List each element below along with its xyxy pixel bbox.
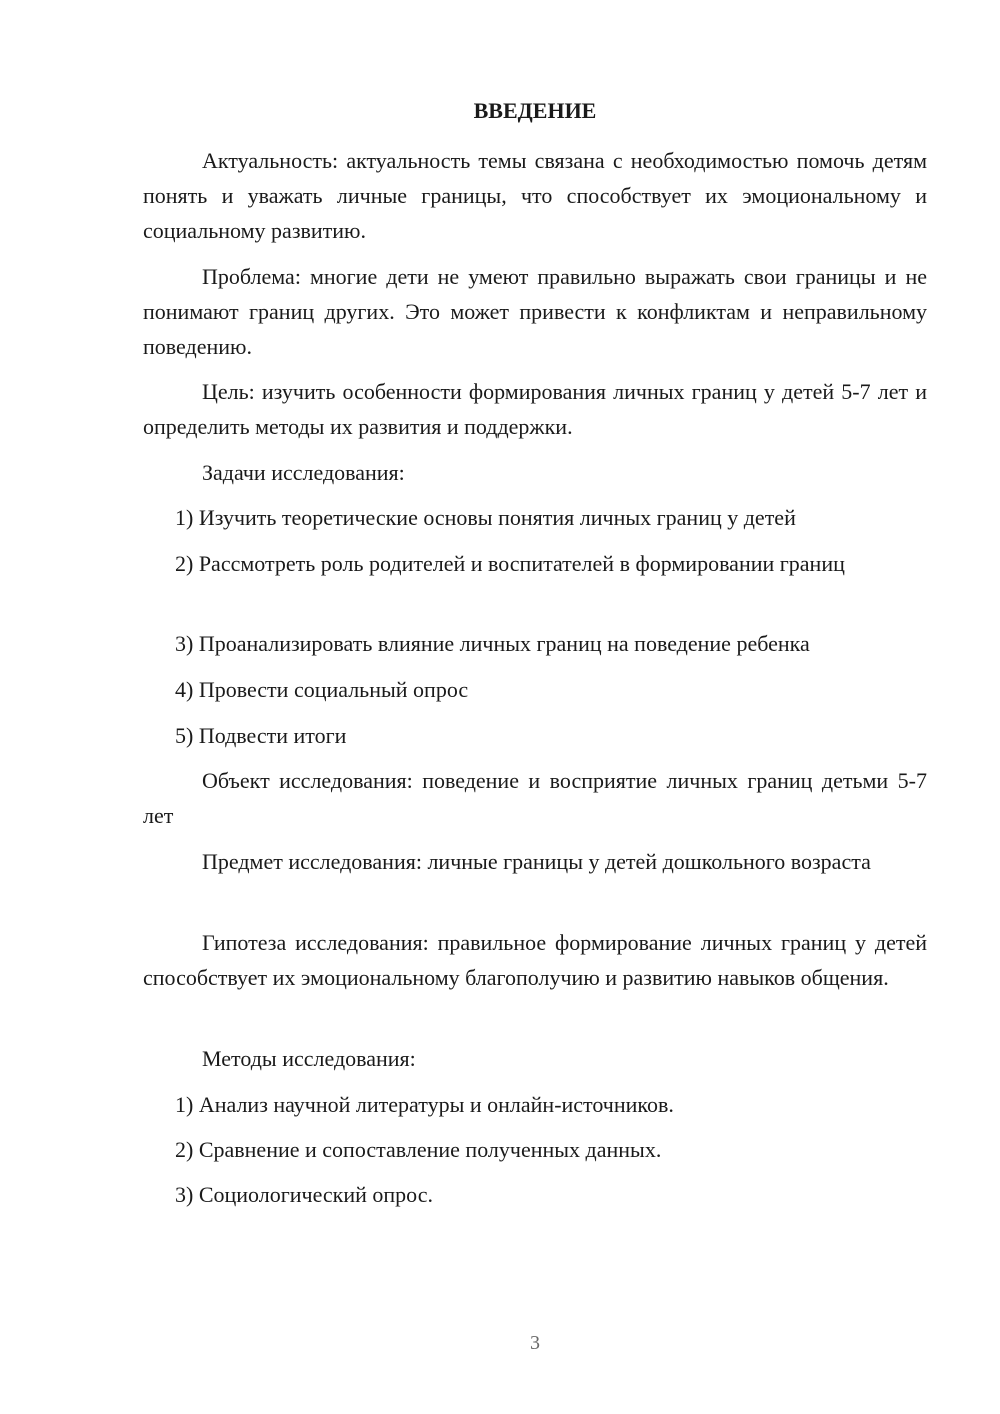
relevance-paragraph: Актуальность: актуальность темы связана с необходимостью помочь детям понять и уважать личные границы, что способствует их эмоциональному и социальному развитию. [143,148,927,243]
page-title: ВВЕДЕНИЕ [473,98,597,123]
method-item-3: 3) Социологический опрос. [175,1182,433,1207]
task-item-4: 4) Провести социальный опрос [175,677,469,702]
problem-paragraph: Проблема: многие дети не умеют правильно выражать свои границы и не понимают границ других. Это может привести к конфликтам и неправильному поведению. [143,264,927,359]
task-item-3: 3) Проанализировать влияние личных границ на поведение ребенка [175,631,810,656]
task-item-5: 5) Подвести итоги [175,723,347,748]
method-item-1: 1) Анализ научной литературы и онлайн-источников. [175,1092,674,1117]
goal-paragraph: Цель: изучить особенности формирования личных границ у детей 5-7 лет и определить методы их развития и поддержки. [143,379,927,439]
hypothesis-paragraph: Гипотеза исследования: правильное формирование личных границ у детей способствует их эмоциональному благополучию и развитию навыков общения. [143,930,927,990]
method-item-2: 2) Сравнение и сопоставление полученных данных. [175,1137,662,1162]
subject-paragraph: Предмет исследования: личные границы у детей дошкольного возраста [202,849,871,874]
task-item-2: 2) Рассмотреть роль родителей и воспитателей в формировании границ [175,551,845,576]
object-paragraph: Объект исследования: поведение и восприятие личных границ детьми 5-7 лет [143,768,927,828]
page-number: 3 [530,1332,540,1354]
methods-heading: Методы исследования: [202,1046,416,1071]
tasks-heading: Задачи исследования: [202,460,405,485]
task-item-1: 1) Изучить теоретические основы понятия личных границ у детей [175,505,796,530]
